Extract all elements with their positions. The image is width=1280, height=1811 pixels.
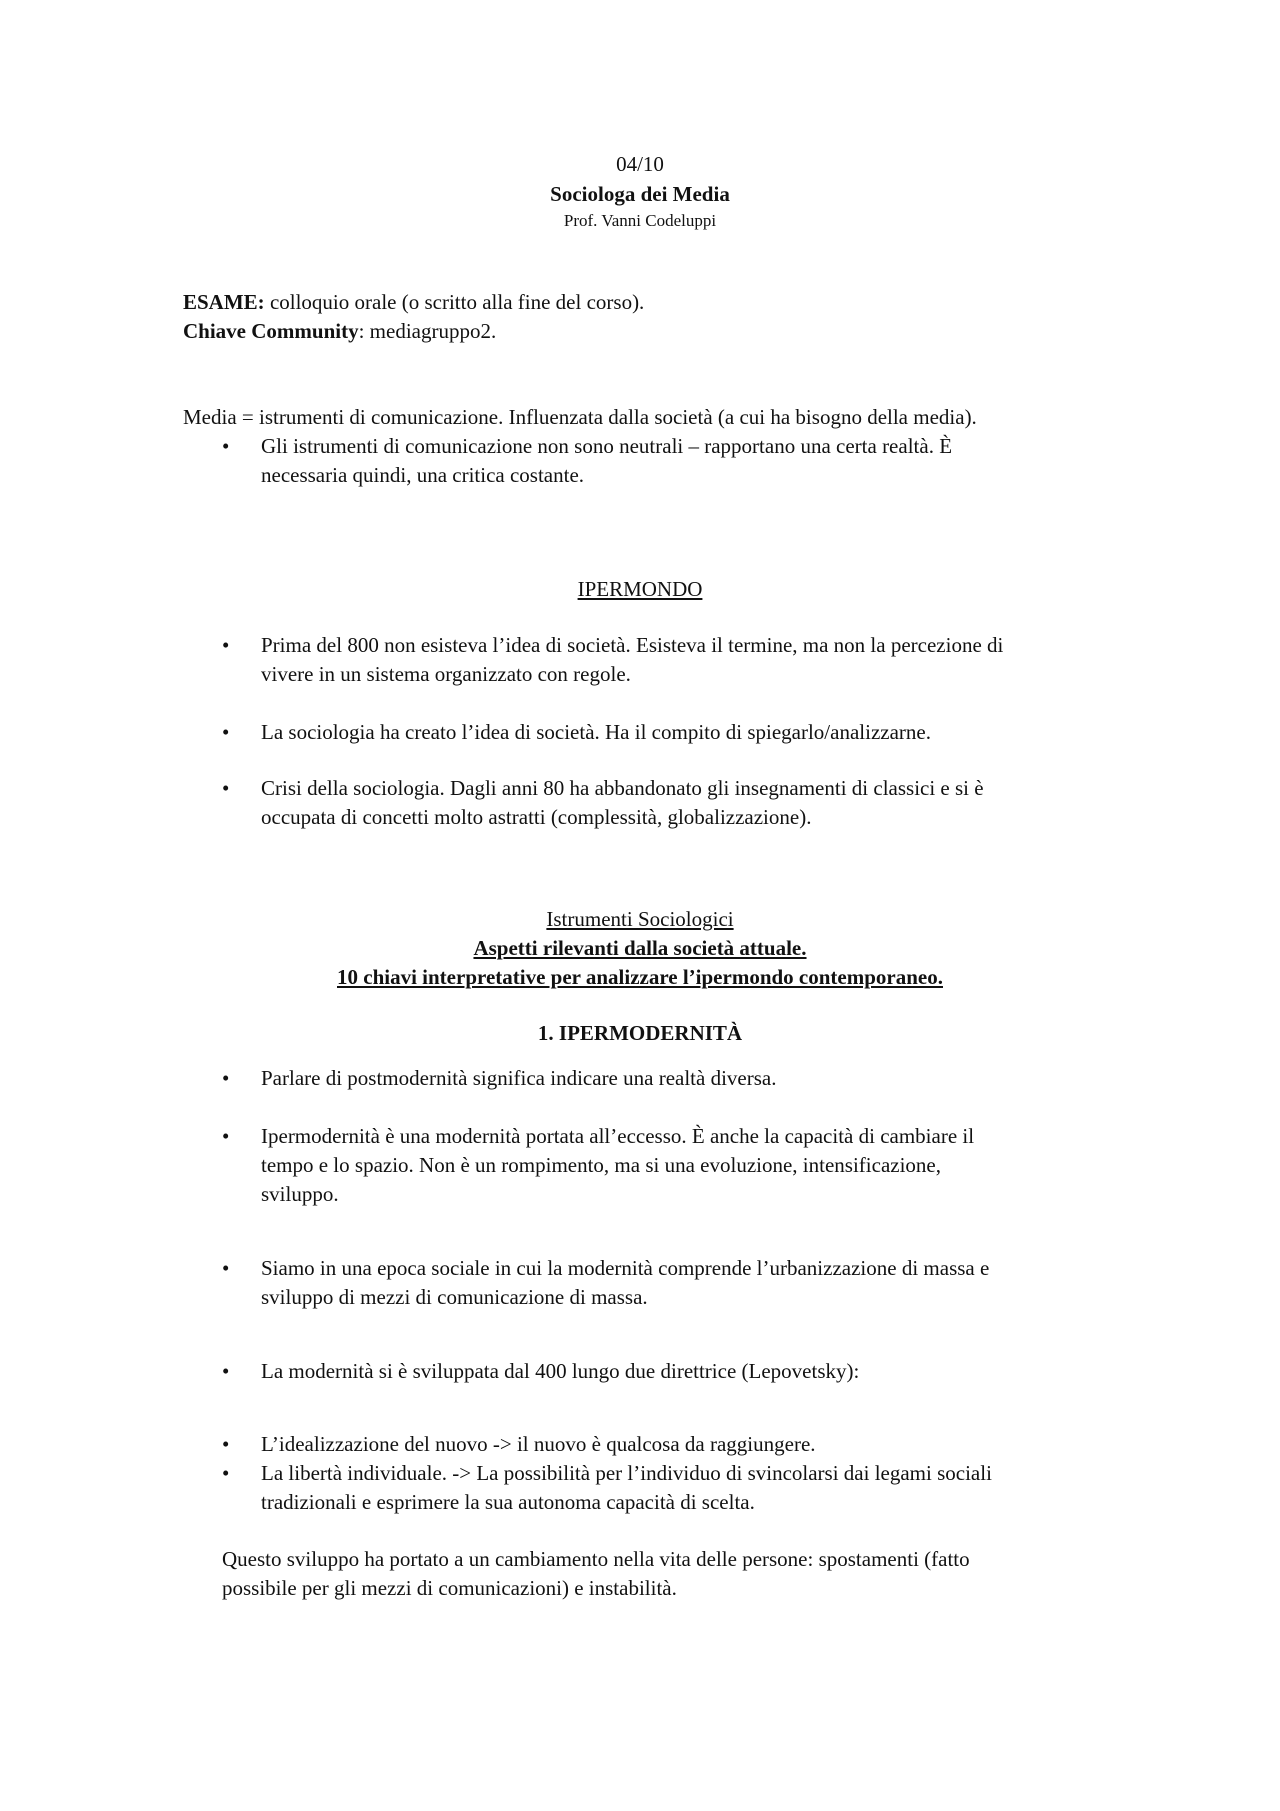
bullet-marker: • [222,1256,230,1280]
ipermondo-bullet-2-line-1: La sociologia ha creato l’idea di società. Ha il compito di spiegarlo/analizzarne. [261,720,931,744]
date-line: 04/10 [616,152,664,176]
exam-text: colloquio orale (o scritto alla fine del corso). [264,290,645,314]
media-definition: Media = istrumenti di comunicazione. Influenzata dalla società (a cui ha bisogno della media). [183,405,977,429]
bullet-marker: • [222,1066,230,1090]
intro-bullet-line-1: Gli istrumenti di comunicazione non sono neutrali – rapportano una certa realtà. È [261,434,953,458]
bullet-marker: • [222,1359,230,1383]
exam-label: ESAME: [183,290,265,314]
community-text: : mediagruppo2. [358,319,497,343]
section-1-bullet-3-line-1: Siamo in una epoca sociale in cui la modernità comprende l’urbanizzazione di massa e [261,1256,990,1280]
ipermondo-bullet-1-line-1: Prima del 800 non esisteva l’idea di società. Esisteva il termine, ma non la percezione di [261,633,1004,657]
bullet-marker: • [222,633,230,657]
professor-line: Prof. Vanni Codeluppi [563,211,717,230]
strumenti-heading: Istrumenti Sociologici [546,907,734,931]
bullet-marker: • [222,776,230,800]
community-label: Chiave Community [183,319,359,343]
section-1-bullet-3-line-2: sviluppo di mezzi di comunicazione di massa. [261,1285,648,1309]
strumenti-subheading: Aspetti rilevanti dalla società attuale. [473,936,807,960]
intro-bullet-line-2: necessaria quindi, una critica costante. [261,463,585,487]
section-1-bullet-4-line-1: La modernità si è sviluppata dal 400 lungo due direttrice (Lepovetsky): [261,1359,860,1383]
section-1-bullet-2-line-1: Ipermodernità è una modernità portata all’eccesso. È anche la capacità di cambiare il [261,1124,975,1148]
bullet-marker: • [222,1461,230,1485]
community-line [183,317,496,346]
bullet-marker: • [222,434,230,458]
section-1-paragraph-line-1: Questo sviluppo ha portato a un cambiamento nella vita delle persone: spostamenti (fatto [222,1547,970,1571]
exam-line [183,288,644,317]
bullet-marker: • [222,1432,230,1456]
section-1-bullet-6-line-1: La libertà individuale. -> La possibilità per l’individuo di svincolarsi dai legami sociali [261,1461,992,1485]
section-1-heading: 1. IPERMODERNITÀ [537,1021,743,1045]
ipermondo-bullet-3-line-1: Crisi della sociologia. Dagli anni 80 ha abbandonato gli insegnamenti di classici e si è [261,776,984,800]
section-1-bullet-5-line-1: L’idealizzazione del nuovo -> il nuovo è qualcosa da raggiungere. [261,1432,816,1456]
section-1-bullet-1: Parlare di postmodernità significa indicare una realtà diversa. [261,1066,777,1090]
bullet-marker: • [222,720,230,744]
ipermondo-bullet-1-line-2: vivere in un sistema organizzato con regole. [261,662,631,686]
course-title: Sociologa dei Media [550,182,730,206]
strumenti-keys-heading: 10 chiavi interpretative per analizzare l’ipermondo contemporaneo. [337,965,943,989]
section-1-bullet-6-line-2: tradizionali e esprimere la sua autonoma capacità di scelta. [261,1490,755,1514]
section-1-bullet-2-line-2: tempo e lo spazio. Non è un rompimento, ma si una evoluzione, intensificazione, [261,1153,941,1177]
ipermondo-bullet-3-line-2: occupata di concetti molto astratti (complessità, globalizzazione). [261,805,812,829]
section-1-paragraph-line-2: possibile per gli mezzi di comunicazioni) e instabilità. [222,1576,677,1600]
ipermondo-heading: IPERMONDO [577,577,703,601]
bullet-marker: • [222,1124,230,1148]
section-1-bullet-2-line-3: sviluppo. [261,1182,339,1206]
